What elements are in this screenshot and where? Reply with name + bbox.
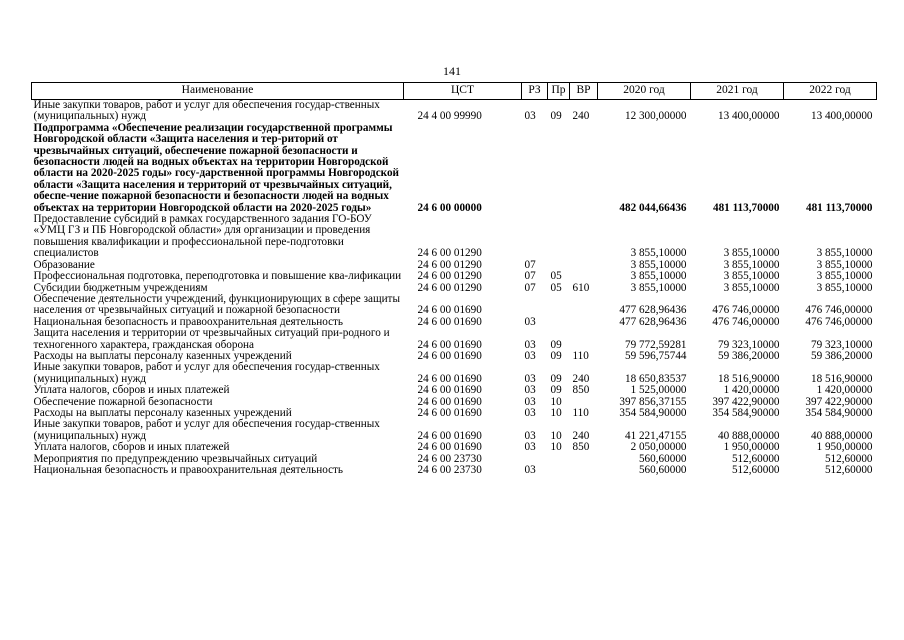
header-vr: ВР (570, 83, 598, 100)
cell-name: Уплата налогов, сборов и иных платежей (33, 384, 230, 397)
table-row (32, 214, 877, 260)
cell-name: Обеспечение пожарной безопасности (33, 395, 213, 408)
cell-2020: 12 300,00000 (624, 110, 687, 123)
cell-name: Иные закупки товаров, работ и услуг для обеспечения государ-ственных (муниципальных) нужд (33, 418, 380, 442)
cell-cst: 24 6 00 01690 (417, 384, 482, 397)
cell-rz: 03 (524, 384, 536, 397)
cell-vr (570, 465, 598, 476)
cell-2022: 40 888,00000 (810, 429, 873, 442)
cell-pr (548, 294, 570, 317)
cell-2022: 59 386,20000 (810, 349, 873, 362)
page-number: 141 (443, 64, 461, 78)
cell-pr: 05 (550, 270, 562, 283)
cell-vr: 110 (572, 349, 589, 362)
cell-2022: 512,60000 (824, 464, 873, 476)
cell-2022: 3 855,10000 (816, 281, 873, 294)
table-row (32, 294, 877, 317)
cell-name: Предоставление субсидий в рамках государственного задания ГО-БОУ «УМЦ ГЗ и ПБ Новгородской области» для организации и проведения повышения квалификации и профессиональной пере-подготовки специалистов (33, 213, 372, 260)
header-row (32, 83, 877, 100)
cell-2020: 477 628,96436 (619, 304, 687, 317)
cell-2022: 3 855,10000 (816, 270, 873, 283)
cell-rz: 03 (524, 395, 536, 408)
cell-cst: 24 6 00 01690 (417, 372, 482, 385)
cell-vr: 850 (572, 384, 590, 397)
cell-2021: 79 323,10000 (717, 338, 780, 351)
cell-2021: 481 113,70000 (712, 201, 780, 214)
cell-name: Мероприятия по предупреждению чрезвычайных ситуаций (33, 452, 318, 465)
cell-2022: 354 584,90000 (805, 406, 873, 419)
cell-rz: 07 (524, 270, 536, 283)
header-name: Наименование (32, 83, 404, 100)
cell-2020: 3 855,10000 (630, 270, 687, 283)
header-rz: РЗ (522, 83, 548, 100)
cell-2022: 3 855,10000 (816, 258, 873, 271)
cell-2020: 560,60000 (638, 464, 687, 476)
cell-pr: 09 (550, 338, 562, 351)
table-body (32, 100, 877, 477)
cell-name: Расходы на выплаты персоналу казенных учреждений (33, 349, 292, 362)
cell-rz: 03 (524, 110, 536, 123)
cell-rz: 03 (524, 338, 536, 351)
cell-2022: 13 400,00000 (810, 110, 873, 123)
cell-vr: 240 (572, 372, 590, 385)
cell-2021: 397 422,90000 (712, 395, 780, 408)
cell-cst: 24 4 00 99990 (417, 110, 482, 123)
cell-rz: 03 (524, 441, 536, 454)
cell-rz: 03 (524, 429, 536, 442)
cell-name: Иные закупки товаров, работ и услуг для обеспечения государ-ственных (муниципальных) нужд (33, 361, 380, 385)
header-2022: 2022 год (784, 83, 877, 100)
cell-vr: 240 (572, 429, 590, 442)
cell-2020: 1 525,00000 (630, 384, 687, 397)
cell-pr: 09 (550, 349, 562, 362)
cell-cst: 24 6 00 01690 (417, 429, 482, 442)
cell-name: Расходы на выплаты персоналу казенных учреждений (33, 406, 292, 419)
header-2021: 2021 год (691, 83, 784, 100)
cell-cst: 24 6 00 01290 (417, 281, 482, 294)
cell-vr (570, 294, 598, 317)
cell-2021: 13 400,00000 (717, 110, 780, 123)
cell-2021: 1 950,00000 (723, 441, 780, 454)
cell-cst: 24 6 00 01690 (417, 349, 482, 362)
cell-rz: 07 (524, 281, 536, 294)
cell-pr: 09 (550, 372, 562, 385)
cell-2021: 3 855,10000 (723, 258, 780, 271)
cell-vr: 110 (572, 406, 589, 419)
cell-rz: 07 (524, 258, 536, 271)
cell-cst: 24 6 00 01690 (417, 406, 482, 419)
table-row (32, 328, 877, 351)
cell-rz: 03 (524, 406, 536, 419)
header-cst: ЦСТ (404, 83, 522, 100)
cell-cst: 24 6 00 01690 (417, 441, 482, 454)
cell-cst: 24 6 00 01290 (417, 258, 482, 271)
cell-name: Национальная безопасность и правоохранительная деятельность (33, 315, 344, 328)
cell-rz (522, 123, 548, 214)
cell-2021: 40 888,00000 (717, 429, 780, 442)
cell-rz: 03 (524, 315, 536, 328)
table-row (32, 271, 877, 282)
table-row (32, 100, 877, 123)
cell-2022: 476 746,00000 (805, 315, 873, 328)
cell-2022: 476 746,00000 (805, 304, 873, 317)
cell-2022: 1 420,00000 (816, 384, 873, 397)
cell-2020: 2 050,00000 (630, 441, 687, 454)
budget-table (31, 82, 877, 476)
cell-cst: 24 6 00 01690 (417, 338, 482, 351)
cell-2022: 512,60000 (824, 452, 873, 465)
cell-cst: 24 6 00 01290 (417, 270, 482, 283)
cell-2020: 41 221,47155 (624, 429, 687, 442)
cell-2020: 477 628,96436 (619, 315, 687, 328)
cell-pr: 10 (550, 429, 562, 442)
cell-cst: 24 6 00 01290 (417, 247, 482, 260)
cell-vr: 850 (572, 441, 590, 454)
header-pr: Пр (548, 83, 570, 100)
cell-rz (522, 294, 548, 317)
cell-2020: 397 856,37155 (619, 395, 687, 408)
cell-2022: 3 855,10000 (816, 247, 873, 260)
cell-pr: 10 (550, 395, 562, 408)
cell-2020: 79 772,59281 (624, 338, 687, 351)
cell-pr (548, 465, 570, 476)
cell-2022: 397 422,90000 (805, 395, 873, 408)
cell-pr (548, 123, 570, 214)
table-row (32, 385, 877, 396)
cell-2021: 476 746,00000 (712, 304, 780, 317)
cell-2021: 3 855,10000 (723, 270, 780, 283)
cell-cst: 24 6 00 01690 (417, 315, 482, 328)
table-row (32, 465, 877, 476)
table-row (32, 442, 877, 453)
cell-2020: 482 044,66436 (619, 201, 687, 214)
table-row (32, 123, 877, 214)
cell-name: Подпрограмма «Обеспечение реализации государственной программы Новгородской области «Защита населения и тер-риторий от чрезвычайных ситуаций, обеспечение пожарной безопасности и безопасности людей на водных объектах на территории Новгородской области на 2020-2025 годы» госу-дарственной программы Новгородской области «Защита населения и территорий от чрезвычайных ситуаций, обеспе-чение пожарной безопасности и безопасности людей на водных объектах на территории Новгородской области на 2020-2025 годы» (33, 121, 399, 214)
cell-2020: 59 596,75744 (624, 349, 687, 362)
table-row (32, 419, 877, 442)
cell-vr: 610 (572, 281, 590, 294)
cell-pr: 09 (550, 110, 562, 123)
cell-name: Защита населения и территории от чрезвычайных ситуаций при-родного и техногенного характера, гражданская оборона (33, 327, 390, 351)
cell-2021: 512,60000 (731, 464, 780, 476)
cell-rz: 03 (524, 464, 536, 476)
cell-cst: 24 6 00 00000 (417, 201, 482, 214)
cell-vr (570, 271, 598, 282)
cell-2021: 3 855,10000 (723, 247, 780, 260)
cell-2020: 3 855,10000 (630, 247, 687, 260)
cell-2020: 3 855,10000 (630, 258, 687, 271)
cell-vr: 240 (572, 110, 590, 123)
cell-cst: 24 6 00 01690 (417, 304, 482, 317)
cell-pr: 10 (550, 406, 562, 419)
cell-2022: 1 950,00000 (816, 441, 873, 454)
cell-cst: 24 6 00 23730 (417, 464, 482, 476)
cell-2022: 79 323,10000 (810, 338, 873, 351)
cell-2021: 3 855,10000 (723, 281, 780, 294)
cell-cst: 24 6 00 01690 (417, 395, 482, 408)
cell-rz: 03 (524, 372, 536, 385)
cell-pr: 09 (550, 384, 562, 397)
cell-2021: 512,60000 (731, 452, 780, 465)
cell-name: Уплата налогов, сборов и иных платежей (33, 441, 230, 454)
cell-pr (548, 454, 570, 465)
cell-pr: 05 (550, 281, 562, 294)
cell-2021: 59 386,20000 (717, 349, 780, 362)
table-header (32, 83, 877, 100)
cell-name: Субсидии бюджетным учреждениям (33, 281, 208, 294)
cell-2020: 3 855,10000 (630, 281, 687, 294)
cell-name: Профессиональная подготовка, переподготовка и повышение ква-лификации (33, 270, 402, 283)
cell-name: Национальная безопасность и правоохранительная деятельность (33, 464, 344, 476)
cell-2020: 560,60000 (638, 452, 687, 465)
cell-vr (570, 328, 598, 351)
table-row (32, 362, 877, 385)
cell-rz (522, 214, 548, 260)
cell-pr (548, 317, 570, 328)
cell-2022: 481 113,70000 (805, 201, 873, 214)
cell-name: Обеспечение деятельности учреждений, функционирующих в сфере защиты населения от чрезвычайных ситуаций и пожарной безопасности (33, 292, 400, 317)
cell-vr (570, 454, 598, 465)
cell-vr (570, 214, 598, 260)
cell-vr (570, 123, 598, 214)
cell-2021: 476 746,00000 (712, 315, 780, 328)
cell-2021: 18 516,90000 (717, 372, 780, 385)
cell-vr (570, 260, 598, 271)
cell-name: Образование (33, 258, 95, 271)
cell-2020: 354 584,90000 (619, 406, 687, 419)
cell-rz: 03 (524, 349, 536, 362)
cell-vr (570, 317, 598, 328)
cell-name: Иные закупки товаров, работ и услуг для обеспечения государ-ственных (муниципальных) нужд (33, 99, 380, 123)
cell-pr (548, 214, 570, 260)
header-2020: 2020 год (598, 83, 691, 100)
cell-2021: 354 584,90000 (712, 406, 780, 419)
cell-2021: 1 420,00000 (723, 384, 780, 397)
cell-2022: 18 516,90000 (810, 372, 873, 385)
cell-2020: 18 650,83537 (624, 372, 687, 385)
cell-pr: 10 (550, 441, 562, 454)
cell-cst: 24 6 00 23730 (417, 452, 482, 465)
